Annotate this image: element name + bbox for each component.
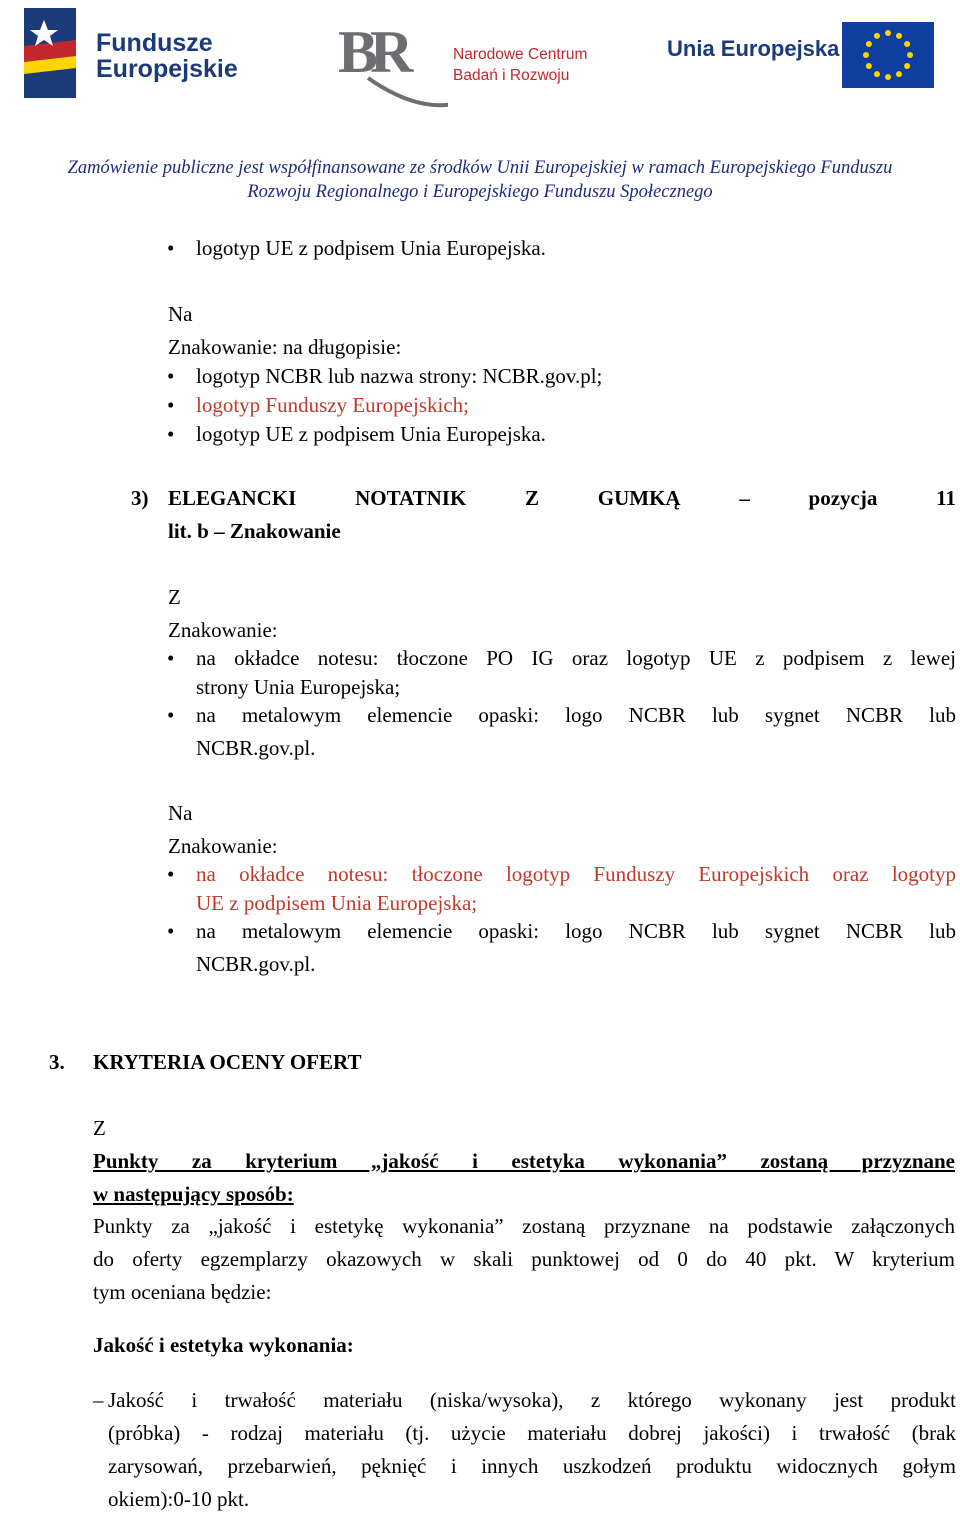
ncbr-logo-line2: Badań i Rozwoju bbox=[453, 67, 570, 84]
eu-flag-icon bbox=[842, 22, 934, 88]
title-word: Z bbox=[525, 486, 540, 510]
eu-star-icon bbox=[866, 63, 872, 69]
eu-star-icon bbox=[885, 74, 891, 80]
eu-star-icon bbox=[874, 33, 880, 39]
bullet-icon: • bbox=[167, 703, 175, 727]
ncbr-logo-line1: Narodowe Centrum bbox=[453, 46, 588, 63]
ncbr-logo-mark: BR bbox=[338, 19, 406, 85]
fe-logo-line2: Europejskie bbox=[96, 55, 238, 83]
criteria-underline-line2: w następujący sposób: bbox=[93, 1182, 294, 1206]
eu-star-icon bbox=[863, 52, 869, 58]
criteria-z: Z bbox=[93, 1116, 106, 1140]
ncbr-logo bbox=[338, 18, 598, 108]
dash-icon: – bbox=[93, 1388, 104, 1412]
pen-heading-2: Znakowanie: na długopisie: bbox=[168, 335, 402, 359]
bullet-icon: • bbox=[167, 646, 175, 670]
section-title-line1 bbox=[168, 486, 956, 511]
block-z-heading-1: Z bbox=[168, 585, 181, 609]
ncbr-wordmark bbox=[453, 44, 587, 86]
eu-star-icon bbox=[904, 41, 910, 47]
bullet-icon: • bbox=[167, 393, 175, 417]
title-word: ELEGANCKI bbox=[168, 486, 297, 510]
criteria-number: 3. bbox=[49, 1050, 65, 1074]
block-na-bullet2-line2: NCBR.gov.pl. bbox=[196, 952, 316, 976]
criteria-para-line3: tym oceniana będzie: bbox=[93, 1280, 272, 1304]
pen-heading-1: Na bbox=[168, 302, 193, 326]
quality-item-line3: zarysowań, przebarwień, pęknięć i innych uszkodzeń produktu widocznych gołym bbox=[108, 1454, 956, 1478]
title-word: 11 bbox=[936, 486, 956, 510]
block-na-bullet1-line1: na okładce notesu: tłoczone logotyp Funduszy Europejskich oraz logotyp bbox=[196, 862, 956, 886]
bullet-icon: • bbox=[167, 919, 175, 943]
pen-bullet-1: logotyp NCBR lub nazwa strony: NCBR.gov.pl; bbox=[196, 364, 603, 388]
eu-star-icon bbox=[896, 71, 902, 77]
fe-logo-line1: Fundusze bbox=[96, 29, 213, 57]
title-word: – bbox=[739, 486, 750, 510]
block-z-bullet1-line1: na okładce notesu: tłoczone PO IG oraz logotyp UE z podpisem z lewej bbox=[196, 646, 956, 670]
fundusze-europejskie-logo bbox=[22, 6, 262, 102]
bullet-icon: • bbox=[167, 862, 175, 886]
block-z-bullet2-line2: NCBR.gov.pl. bbox=[196, 736, 316, 760]
title-word: GUMKĄ bbox=[597, 486, 681, 510]
ncbr-swoosh-icon bbox=[338, 18, 448, 108]
title-word: NOTATNIK bbox=[355, 486, 467, 510]
top-bullet-text: logotyp UE z podpisem Unia Europejska. bbox=[196, 236, 546, 260]
eu-star-icon bbox=[896, 33, 902, 39]
eu-star-icon bbox=[885, 30, 891, 36]
bullet-icon: • bbox=[167, 422, 175, 446]
block-z-heading-2: Znakowanie: bbox=[168, 618, 278, 642]
quality-item-line1: Jakość i trwałość materiału (niska/wysoka), z którego wykonany jest produkt bbox=[108, 1388, 956, 1412]
eu-star-icon bbox=[866, 41, 872, 47]
block-z-bullet1-line2: strony Unia Europejska; bbox=[196, 675, 401, 699]
quality-item-line4: okiem):0-10 pkt. bbox=[108, 1487, 250, 1511]
cofinancing-line-2: Rozwoju Regionalnego i Europejskiego Funduszu Społecznego bbox=[247, 182, 713, 202]
criteria-underline-line1: Punkty za kryterium „jakość i estetyka wykonania” zostaną przyznane bbox=[93, 1149, 955, 1173]
pen-bullet-2: logotyp Funduszy Europejskich; bbox=[196, 393, 469, 417]
eu-star-icon bbox=[874, 71, 880, 77]
bullet-icon: • bbox=[167, 236, 175, 260]
eu-star-icon bbox=[907, 52, 913, 58]
criteria-para-line2: do oferty egzemplarzy okazowych w skali punktowej od 0 do 40 pkt. W kryterium bbox=[93, 1247, 955, 1271]
section-number: 3) bbox=[131, 486, 149, 510]
quality-heading: Jakość i estetyka wykonania: bbox=[93, 1333, 354, 1357]
section-title-line2: lit. b – Znakowanie bbox=[168, 519, 341, 543]
title-word: pozycja bbox=[808, 486, 878, 510]
quality-item-line2: (próbka) - rodzaj materiału (tj. użycie materiału dobrej jakości) i trwałość (brak bbox=[108, 1421, 956, 1445]
cofinancing-line-1: Zamówienie publiczne jest współfinansowane ze środków Unii Europejskiej w ramach Europejskiego Funduszu bbox=[67, 158, 893, 178]
block-na-bullet1-line2: UE z podpisem Unia Europejska; bbox=[196, 891, 478, 915]
pen-bullet-3: logotyp UE z podpisem Unia Europejska. bbox=[196, 422, 546, 446]
block-na-heading-2: Znakowanie: bbox=[168, 834, 278, 858]
unia-europejska-logo bbox=[660, 18, 940, 90]
fundusze-europejskie-wordmark bbox=[96, 30, 238, 82]
block-na-bullet2-line1: na metalowym elemencie opaski: logo NCBR lub sygnet NCBR lub bbox=[196, 919, 956, 943]
criteria-title: KRYTERIA OCENY OFERT bbox=[93, 1050, 362, 1074]
fundusze-europejskie-emblem-icon bbox=[22, 6, 82, 102]
block-na-heading-1: Na bbox=[168, 801, 193, 825]
bullet-icon: • bbox=[167, 364, 175, 388]
eu-star-icon bbox=[904, 63, 910, 69]
criteria-para-line1: Punkty za „jakość i estetykę wykonania” zostaną przyznane na podstawie załączonych bbox=[93, 1214, 955, 1238]
ue-wordmark: Unia Europejska bbox=[667, 36, 840, 61]
block-z-bullet2-line1: na metalowym elemencie opaski: logo NCBR lub sygnet NCBR lub bbox=[196, 703, 956, 727]
